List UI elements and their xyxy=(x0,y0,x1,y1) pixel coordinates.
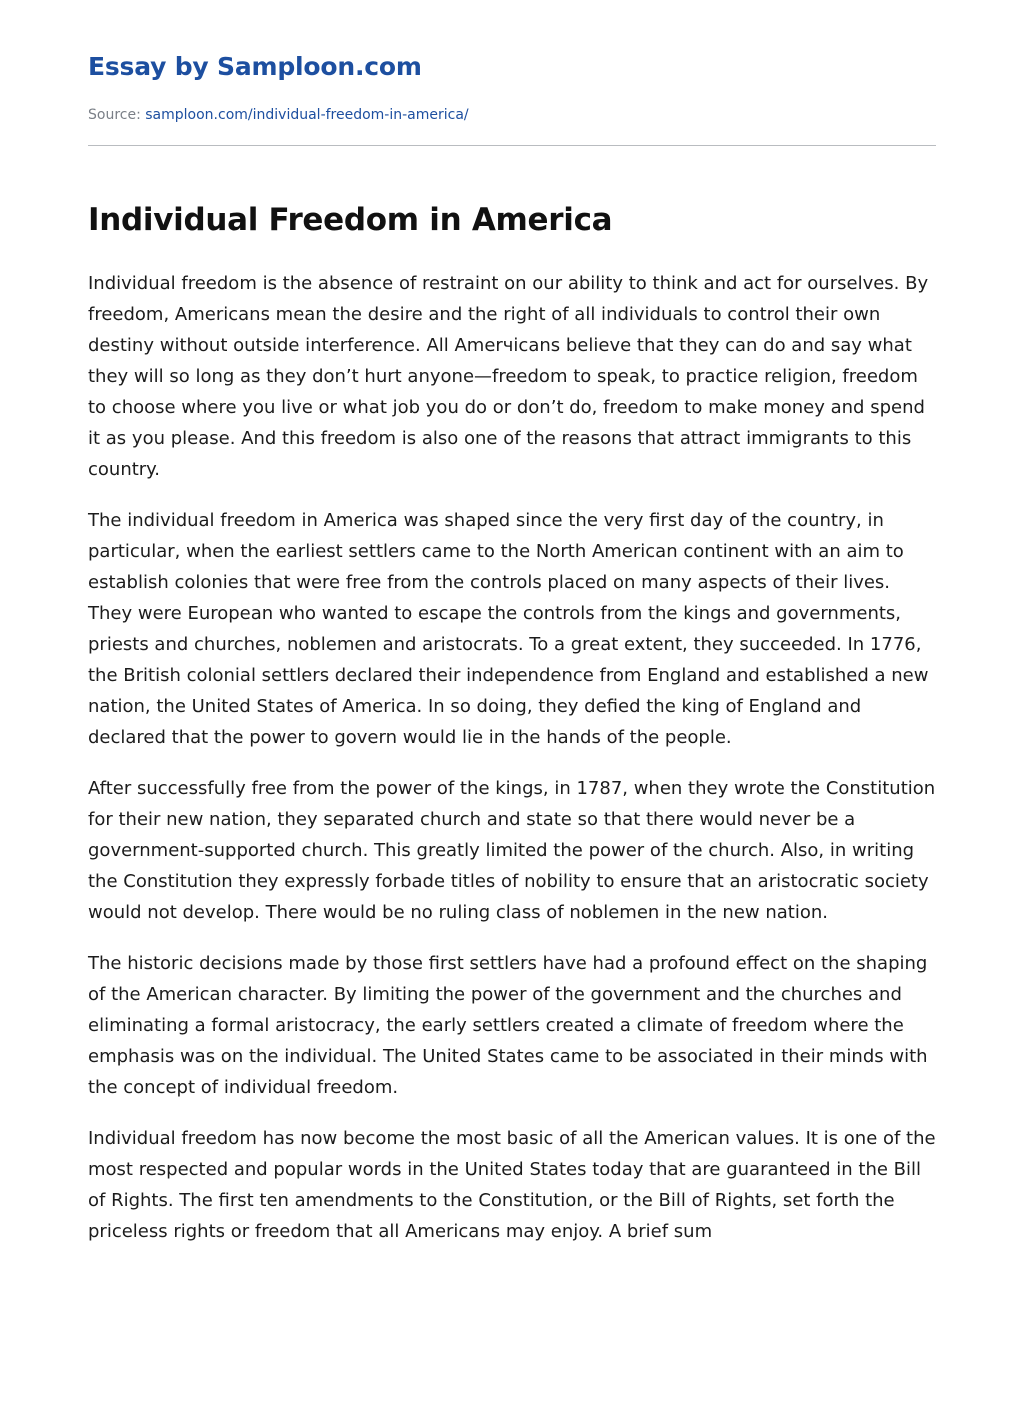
essay-paragraph: The historic decisions made by those first settlers have had a profound effect on the shaping of the American character. By limiting the power of the government and the churches and eliminating a formal aristocracy, the early settlers created a climate of freedom where the emphasis was on the individual. The United States came to be associated in their minds with the concept of individual freedom. xyxy=(88,953,928,1098)
source-line xyxy=(88,107,469,123)
essay-paragraph: Individual freedom is the absence of restraint on our ability to think and act for ourselves. By freedom, Americans mean the desire and the right of all individuals to control their own destiny without outside interference. All Amerчicans believe that they can do and say what they will so long as they don’t hurt anyone—freedom to speak, to practice religion, freedom to choose where you live or what job you do or don’t do, freedom to make money and spend it as you please. And this freedom is also one of the reasons that attract immigrants to this country. xyxy=(88,273,929,480)
essay-title: Individual Freedom in America xyxy=(88,202,613,238)
essay-paragraph: Individual freedom has now become the most basic of all the American values. It is one of the most respected and popular words in the United States today that are guaranteed in the Bill of Rights. The first ten amendments to the Constitution, or the Bill of Rights, set forth the priceless rights or freedom that all Americans may enjoy. A brief sum xyxy=(88,1128,936,1242)
source-label: Source: xyxy=(88,107,146,123)
source-link[interactable]: samploon.com/individual-freedom-in-america/ xyxy=(145,107,469,123)
essay-paragraph: After successfully free from the power of the kings, in 1787, when they wrote the Constitution for their new nation, they separated church and state so that there would never be a government-supported church. This greatly limited the power of the church. Also, in writing the Constitution they expressly forbade titles of nobility to ensure that an aristocratic society would not develop. There would be no ruling class of noblemen in the new nation. xyxy=(88,778,936,923)
header-divider xyxy=(88,145,936,146)
essay-paragraph: The individual freedom in America was shaped since the very first day of the country, in particular, when the earliest settlers came to the North American continent with an aim to establish colonies that were free from the controls placed on many aspects of their lives. They were European who wanted to escape the controls from the kings and governments, priests and churches, noblemen and aristocrats. To a great extent, they succeeded. In 1776, the British colonial settlers declared their independence from England and established a new nation, the United States of America. In so doing, they defied the king of England and declared that the power to govern would lie in the hands of the people. xyxy=(88,510,929,748)
site-brand[interactable]: Essay by Samploon.com xyxy=(88,52,422,81)
essay-body xyxy=(88,268,936,1267)
